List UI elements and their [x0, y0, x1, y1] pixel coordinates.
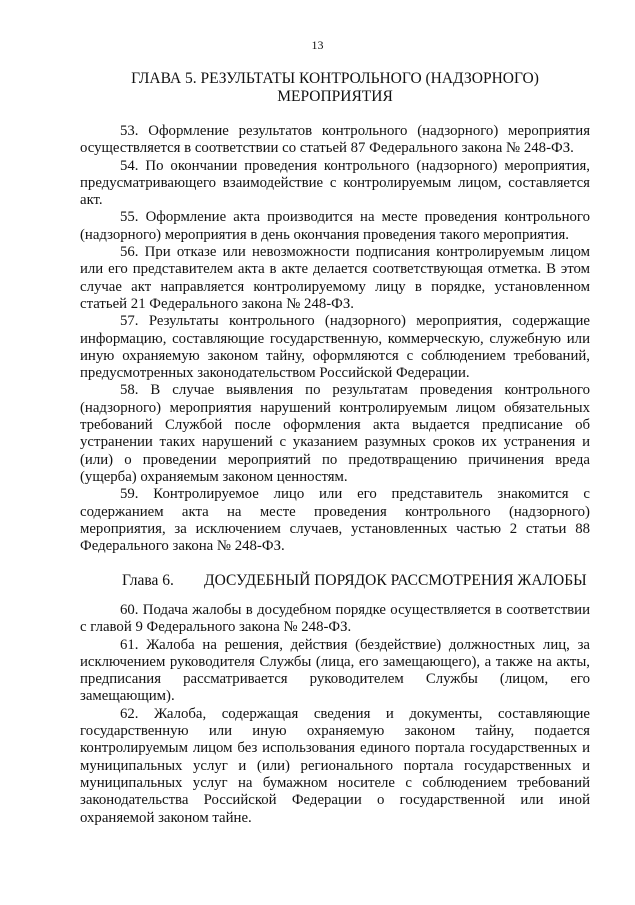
page-number: 13 [311, 38, 324, 52]
paragraph-59: 59. Контролируемое лицо или его представитель знакомится с содержанием акта на месте проведения контрольного (надзорного) мероприятия, за исключением случаев, установленных частью 2 статьи 88 Федерального закона № 248-ФЗ. [80, 486, 590, 555]
paragraph-61: 61. Жалоба на решения, действия (бездействие) должностных лиц, за исключением руководителя Службы (лица, его замещающего), а также на акты, предписания рассматривается руководителем Службы (лицом, его замещающим). [80, 636, 590, 705]
chapter-6-label: Глава 6. [122, 572, 174, 589]
chapter-5-body [80, 123, 590, 555]
chapter-6-title [80, 572, 590, 590]
paragraph-57: 57. Результаты контрольного (надзорного) мероприятия, содержащие информацию, составляющие государственную, коммерческую, служебную или иную охраняемую законом тайну, оформляются с соблюдением требований, предусмотренных законодательством Российской Федерации. [80, 313, 590, 382]
paragraph-55: 55. Оформление акта производится на месте проведения контрольного (надзорного) мероприятия в день окончания проведения такого мероприятия. [80, 209, 590, 243]
chapter-5-title-line-2: МЕРОПРИЯТИЯ [277, 88, 393, 105]
paragraph-53: 53. Оформление результатов контрольного (надзорного) мероприятия осуществляется в соответствии со статьей 87 Федерального закона № 248-ФЗ. [80, 123, 590, 157]
paragraph-54: 54. По окончании проведения контрольного (надзорного) мероприятия, предусматривающего взаимодействие с контролируемым лицом, составляется акт. [80, 157, 590, 209]
chapter-5-title-line-1: ГЛАВА 5. РЕЗУЛЬТАТЫ КОНТРОЛЬНОГО (НАДЗОРНОГО) [131, 70, 539, 87]
chapter-6-heading: ДОСУДЕБНЫЙ ПОРЯДОК РАССМОТРЕНИЯ ЖАЛОБЫ [204, 572, 587, 589]
paragraph-58: 58. В случае выявления по результатам проведения контрольного (надзорного) мероприятия нарушений контролируемым лицом обязательных требований Службой после оформления акта выдается предписание об устранении таких нарушений с указанием разумных сроков их устранения и (или) о проведении мероприятий по предотвращению причинения вреда (ущерба) охраняемым законом ценностям. [80, 382, 590, 485]
paragraph-56: 56. При отказе или невозможности подписания контролируемым лицом или его представителем акта в акте делается соответствующая отметка. В этом случае акт направляется контролируемому лицу в порядке, установленном статьей 21 Федерального закона № 248-ФЗ. [80, 244, 590, 312]
chapter-5-title [80, 70, 590, 106]
chapter-6-body [80, 602, 590, 827]
paragraph-60: 60. Подача жалобы в досудебном порядке осуществляется в соответствии с главой 9 Федерального закона № 248-ФЗ. [80, 602, 590, 636]
paragraph-62: 62. Жалоба, содержащая сведения и документы, составляющие государственную или иную охраняемую законом тайну, подается контролируемым лицом без использования единого портала государственных и муниципальных услуг и (или) регионального портала государственных и муниципальных услуг на бумажном носителе с соблюдением требований законодательства Российской Федерации о государственной или иной охраняемой законом тайне. [80, 705, 590, 826]
